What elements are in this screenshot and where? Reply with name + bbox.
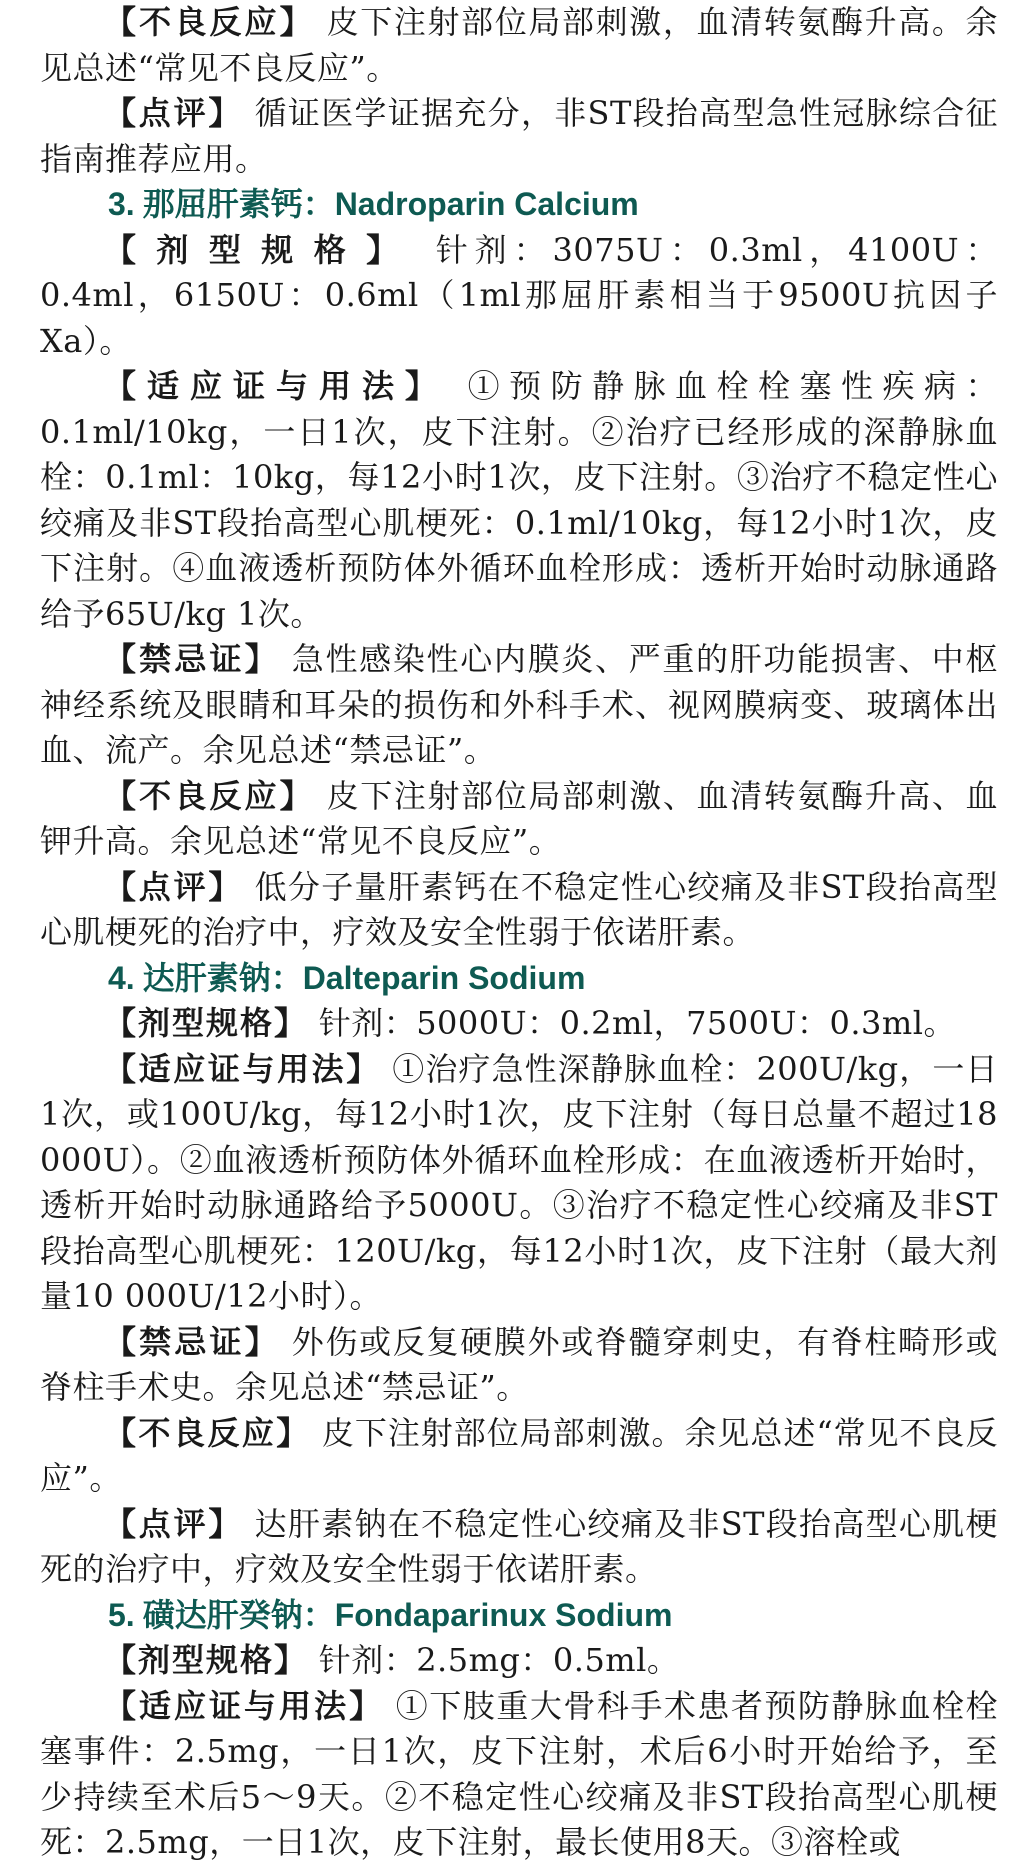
comment-tag: 【点评】 bbox=[104, 867, 244, 906]
comment-paragraph bbox=[40, 865, 998, 956]
adverse-reactions-text: 皮下注射部位局部刺激、血清转氨酶升高、血钾升高。余见总述“常见不良反应”。 bbox=[40, 776, 998, 860]
adverse-reactions-tag: 【不良反应】 bbox=[104, 1413, 311, 1452]
adverse-reactions-tag: 【不良反应】 bbox=[104, 3, 315, 41]
comment-text: 低分子量肝素钙在不稳定性心绞痛及非ST段抬高型心肌梗死的治疗中，疗效及安全性弱于依诺肝素。 bbox=[40, 867, 998, 951]
contraindications-paragraph bbox=[40, 1320, 998, 1411]
drug-heading-title: 达肝素钠：Dalteparin Sodium bbox=[142, 959, 586, 996]
contraindications-tag: 【禁忌证】 bbox=[104, 640, 280, 678]
spec-paragraph bbox=[40, 1638, 998, 1684]
adverse-reactions-paragraph bbox=[40, 1411, 998, 1502]
spec-text: 针剂：3075U：0.3ml，4100U：0.4ml，6150U：0.6ml（1ml那屈肝素相当于9500U抗因子Ⅹa）。 bbox=[40, 230, 998, 360]
comment-text: 循证医学证据充分，非ST段抬高型急性冠脉综合征指南推荐应用。 bbox=[40, 94, 998, 178]
usage-text: ①预防静脉血栓栓塞性疾病：0.1ml/10kg，一日1次，皮下注射。②治疗已经形成的深静脉血栓：0.1ml：10kg，每12小时1次，皮下注射。③治疗不稳定性心绞痛及非ST段抬高型心肌梗死：0.1ml/10kg，每12小时1次，皮下注射。④血液透析预防体外循环血栓形成：透析开始时动脉通路给予65U/kg 1次。 bbox=[40, 367, 998, 633]
adverse-reactions-paragraph bbox=[40, 774, 998, 865]
drug-heading-number: 3. bbox=[108, 186, 135, 222]
comment-text: 达肝素钠在不稳定性心绞痛及非ST段抬高型心肌梗死的治疗中，疗效及安全性弱于依诺肝素。 bbox=[40, 1504, 998, 1588]
usage-tag: 【适应证与用法】 bbox=[104, 1049, 381, 1088]
usage-text: ①下肢重大骨科手术患者预防静脉血栓栓塞事件：2.5mg，一日1次，皮下注射，术后6小时开始给予，至少持续至术后5～9天。②不稳定性心绞痛及非ST段抬高型心肌梗死：2.5mg，一日1次，皮下注射，最长使用8天。③溶栓或 bbox=[40, 1686, 998, 1861]
spec-tag: 【剂型规格】 bbox=[104, 230, 419, 269]
contraindications-tag: 【禁忌证】 bbox=[104, 1322, 280, 1361]
usage-tag: 【适应证与用法】 bbox=[104, 367, 448, 405]
drug-heading-number: 5. bbox=[108, 1596, 135, 1633]
comment-paragraph bbox=[40, 1502, 998, 1593]
adverse-reactions-paragraph bbox=[40, 0, 998, 91]
contraindications-text: 外伤或反复硬膜外或脊髓穿刺史，有脊柱畸形或脊柱手术史。余见总述“禁忌证”。 bbox=[40, 1322, 998, 1406]
drug-heading-fondaparinux bbox=[40, 1593, 998, 1639]
drug-heading-title: 磺达肝癸钠：Fondaparinux Sodium bbox=[142, 1596, 673, 1633]
usage-text: ①治疗急性深静脉血栓：200U/kg，一日1次，或100U/kg，每12小时1次，皮下注射（每日总量不超过18 000U）。②血液透析预防体外循环血栓形成：在血液透析开始时，透析开始时动脉通路给予5000U。③治疗不稳定性心绞痛及非ST段抬高型心肌梗死：120U/kg，每12小时1次，皮下注射（最大剂量10 000U/12小时）。 bbox=[40, 1049, 998, 1315]
contraindications-text: 急性感染性心内膜炎、严重的肝功能损害、中枢神经系统及眼睛和耳朵的损伤和外科手术、视网膜病变、玻璃体出血、流产。余见总述“禁忌证”。 bbox=[40, 640, 998, 769]
spec-text: 针剂：2.5mg：0.5ml。 bbox=[318, 1641, 680, 1679]
comment-tag: 【点评】 bbox=[104, 94, 244, 132]
spec-tag: 【剂型规格】 bbox=[104, 1641, 309, 1679]
usage-paragraph bbox=[40, 1047, 998, 1320]
document-page bbox=[40, 0, 998, 1866]
contraindications-paragraph bbox=[40, 637, 998, 774]
drug-heading-number: 4. bbox=[108, 959, 135, 996]
adverse-reactions-tag: 【不良反应】 bbox=[104, 776, 315, 815]
drug-heading-dalteparin bbox=[40, 956, 998, 1002]
usage-paragraph bbox=[40, 1684, 998, 1866]
spec-tag: 【剂型规格】 bbox=[104, 1004, 309, 1042]
adverse-reactions-text: 皮下注射部位局部刺激。余见总述“常见不良反应”。 bbox=[40, 1413, 998, 1497]
comment-tag: 【点评】 bbox=[104, 1504, 244, 1543]
drug-heading-title: 那屈肝素钙：Nadroparin Calcium bbox=[142, 186, 639, 222]
spec-paragraph bbox=[40, 1001, 998, 1047]
comment-paragraph bbox=[40, 91, 998, 182]
spec-text: 针剂：5000U：0.2ml，7500U：0.3ml。 bbox=[318, 1004, 956, 1042]
usage-paragraph bbox=[40, 364, 998, 637]
spec-paragraph bbox=[40, 228, 998, 365]
usage-tag: 【适应证与用法】 bbox=[104, 1686, 385, 1725]
adverse-reactions-text: 皮下注射部位局部刺激，血清转氨酶升高。余见总述“常见不良反应”。 bbox=[40, 3, 998, 87]
drug-heading-nadroparin bbox=[40, 182, 998, 228]
